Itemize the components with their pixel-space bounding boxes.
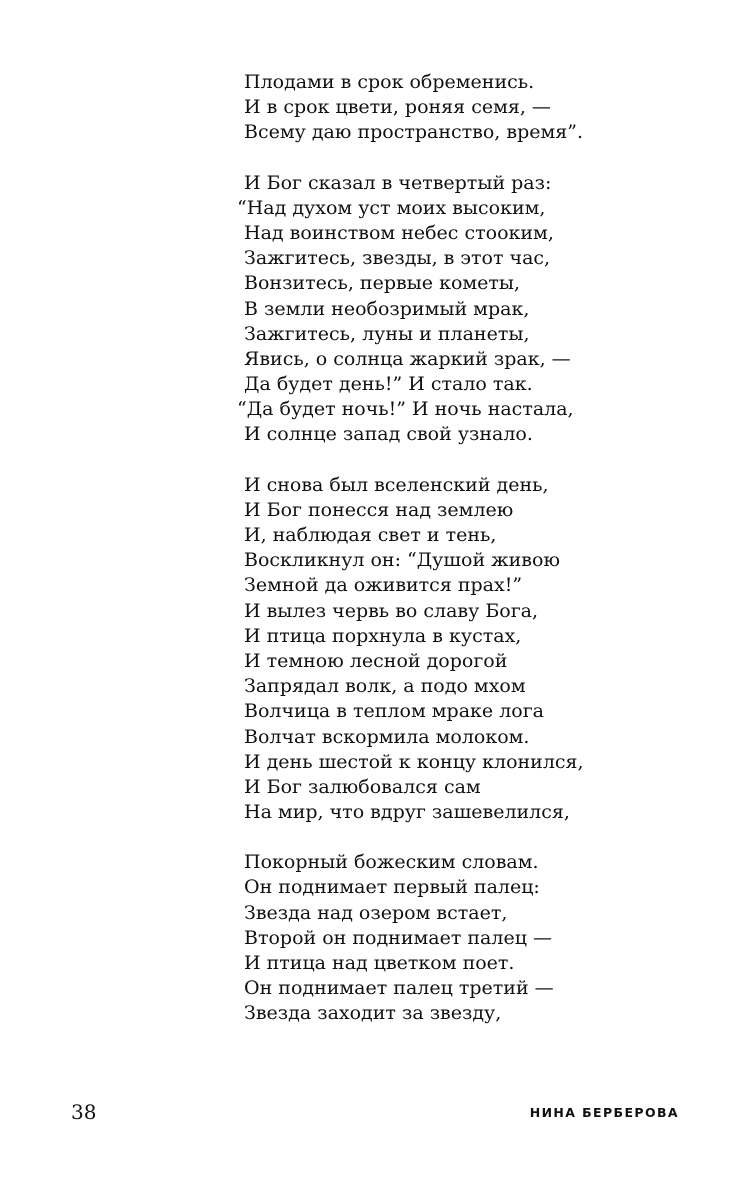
poem-line: Зажгитесь, звезды, в этот час, — [244, 247, 551, 270]
poem-line: Земной да оживится прах!” — [244, 574, 523, 597]
poem-line: Второй он поднимает палец — — [244, 926, 552, 949]
poem-line: И птица над цветком поет. — [244, 952, 515, 974]
poem-line: И Бог понесся над землею — [244, 498, 514, 521]
poem-line: И Бог сказал в четвертый раз: — [244, 171, 552, 194]
poem-line: Зажгитесь, луны и планеты, — [244, 322, 530, 345]
poem-line: И птица порхнула в кустах, — [244, 624, 522, 647]
poem-line: И Бог залюбовался сам — [244, 775, 481, 798]
poem-line: “Над духом уст моих высоким, — [237, 196, 546, 219]
poem-line: И снова был вселенский день, — [244, 473, 549, 496]
poem-line: Плодами в срок обременись. — [244, 71, 535, 93]
poem-line: Волчат вскормила молоком. — [244, 725, 530, 748]
poem-line: Звезда над озером встает, — [244, 901, 508, 924]
poem-line: Он поднимает первый палец: — [244, 876, 540, 899]
poem-line: Звезда заходит за звезду, — [244, 1002, 502, 1025]
poem-line: И вылез червь во славу Бога, — [244, 599, 539, 622]
stanza — [244, 70, 704, 146]
poem-line: Запрядал волк, а подо мхом — [244, 675, 526, 698]
poem-line: Явись, о солнца жаркий зрак, — — [244, 347, 571, 370]
stanza — [244, 850, 704, 1026]
poem-line: И солнце запад свой узнало. — [244, 423, 533, 446]
poem-line: И, наблюдая свет и тень, — [244, 524, 497, 546]
poem-text — [237, 70, 704, 1052]
poem-line: Покорный божеским словам. — [244, 851, 539, 874]
running-footer-author: НИНА БЕРБЕРОВА — [529, 1105, 679, 1120]
poem-line: В земли необозримый мрак, — [244, 297, 530, 320]
poem-line: И темною лесной дорогой — [244, 649, 508, 672]
poem-line: Он поднимает палец третий — — [244, 977, 554, 1000]
poem-line: Волчица в теплом мраке лога — [244, 700, 544, 723]
poem-line: Вонзитесь, первые кометы, — [244, 272, 521, 295]
poem-line: Воскликнул он: “Душой живою — [244, 549, 560, 572]
poem-line: “Да будет ночь!” И ночь настала, — [237, 398, 574, 421]
poem-line: На мир, что вдруг зашевелился, — [244, 801, 570, 824]
poem-line: Да будет день!” И стало так. — [244, 373, 533, 396]
poem-line: И в срок цвети, роняя семя, — — [244, 96, 551, 119]
poem-line: Над воинством небес стооким, — [244, 221, 554, 244]
page-number: 38 — [71, 1100, 97, 1124]
poem-line: Всему даю пространство, время”. — [244, 121, 584, 144]
poem-line: И день шестой к концу клонился, — [244, 750, 584, 773]
stanza — [237, 171, 704, 448]
stanza — [244, 473, 704, 826]
